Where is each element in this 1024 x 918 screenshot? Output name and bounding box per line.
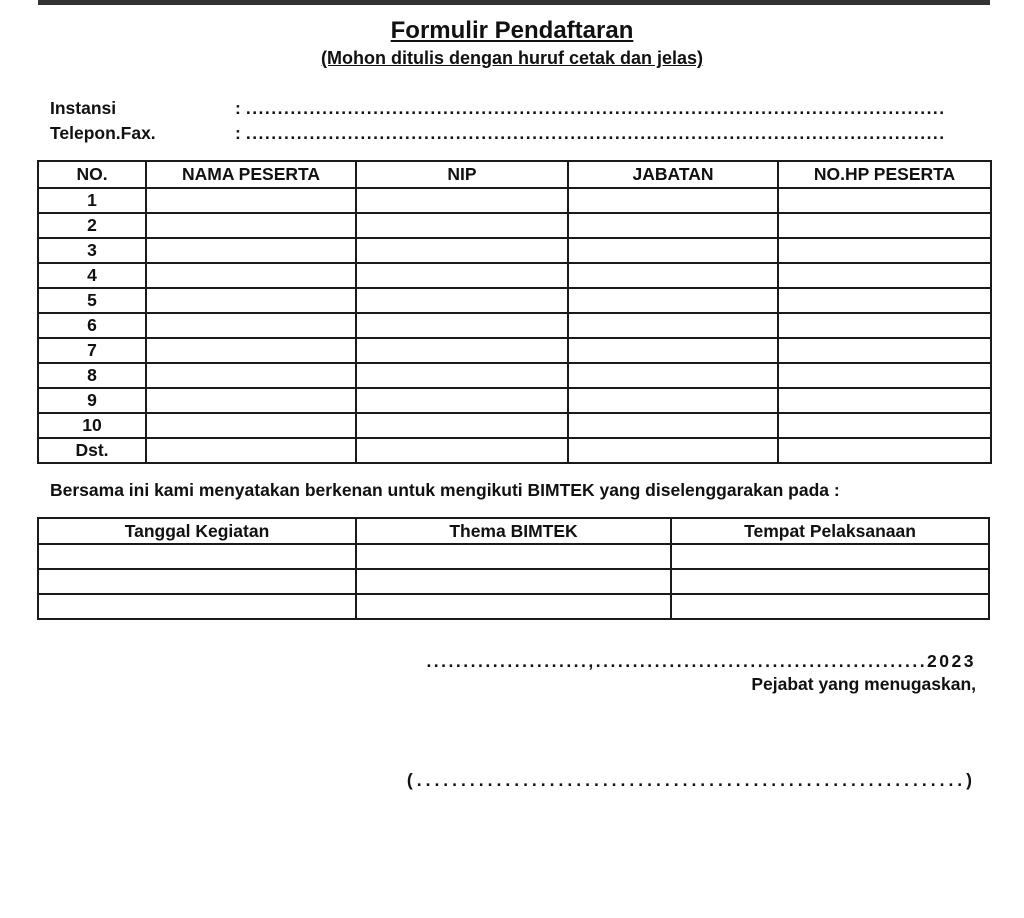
schedule-cell-empty: [671, 544, 989, 569]
participant-cell-empty: [568, 388, 778, 413]
participant-row: [38, 363, 991, 388]
top-border-line: [38, 0, 990, 5]
header-no: NO.: [38, 161, 146, 188]
schedule-cell-empty: [38, 569, 356, 594]
participant-cell-empty: [356, 413, 568, 438]
participant-cell-empty: [568, 438, 778, 463]
participant-cell-empty: [778, 313, 991, 338]
header-nama-peserta: NAMA PESERTA: [146, 161, 356, 188]
participant-row: [38, 238, 991, 263]
signature-line: (..............................................................): [406, 770, 976, 790]
row-number: 6: [38, 313, 146, 338]
participant-cell-empty: [568, 213, 778, 238]
schedule-header-row: [38, 518, 989, 544]
participant-cell-empty: [356, 363, 568, 388]
participant-cell-empty: [778, 213, 991, 238]
row-number: 8: [38, 363, 146, 388]
row-number: 9: [38, 388, 146, 413]
official-title: Pejabat yang menugaskan,: [751, 674, 976, 694]
instansi-colon: :: [235, 98, 241, 118]
participant-cell-empty: [146, 388, 356, 413]
telepon-fax-row: [50, 121, 965, 146]
row-number: 7: [38, 338, 146, 363]
participant-cell-empty: [356, 188, 568, 213]
participant-cell-empty: [568, 288, 778, 313]
participant-row: [38, 338, 991, 363]
participant-cell-empty: [778, 188, 991, 213]
telepon-fax-colon: :: [235, 123, 241, 143]
participant-cell-empty: [356, 313, 568, 338]
form-title: Formulir Pendaftaran: [390, 17, 634, 44]
date-place-line: ......................,.............................................2023: [426, 651, 976, 671]
participant-cell-empty: [146, 188, 356, 213]
participant-cell-empty: [356, 288, 568, 313]
participant-cell-empty: [778, 238, 991, 263]
participant-row: [38, 188, 991, 213]
header-tanggal-kegiatan: Tanggal Kegiatan: [38, 518, 356, 544]
participant-cell-empty: [356, 263, 568, 288]
participant-cell-empty: [778, 338, 991, 363]
participant-cell-empty: [146, 438, 356, 463]
participants-header-row: [38, 161, 991, 188]
participant-cell-empty: [778, 438, 991, 463]
participant-cell-empty: [778, 388, 991, 413]
row-number: Dst.: [38, 438, 146, 463]
participant-cell-empty: [778, 413, 991, 438]
telepon-fax-fill-line: ..............................................................................................................: [245, 123, 946, 143]
participant-row: [38, 413, 991, 438]
header-thema-bimtek: Thema BIMTEK: [356, 518, 671, 544]
telepon-fax-label: Telepon.Fax.: [50, 123, 156, 143]
schedule-cell-empty: [38, 594, 356, 619]
participant-cell-empty: [778, 263, 991, 288]
info-block: [50, 96, 965, 146]
participant-cell-empty: [146, 313, 356, 338]
participants-table: [37, 160, 992, 464]
participant-row: [38, 263, 991, 288]
participant-row: [38, 213, 991, 238]
row-number: 5: [38, 288, 146, 313]
schedule-cell-empty: [356, 569, 671, 594]
row-number: 1: [38, 188, 146, 213]
row-number: 2: [38, 213, 146, 238]
schedule-table: [37, 517, 990, 620]
instansi-fill-line: ..............................................................................................................: [245, 98, 946, 118]
participant-cell-empty: [778, 288, 991, 313]
participant-cell-empty: [146, 338, 356, 363]
row-number: 4: [38, 263, 146, 288]
schedule-row: [38, 569, 989, 594]
header-tempat-pelaksanaan: Tempat Pelaksanaan: [671, 518, 989, 544]
form-subtitle: (Mohon ditulis dengan huruf cetak dan jelas): [320, 48, 704, 68]
instansi-row: [50, 96, 965, 121]
participant-cell-empty: [356, 213, 568, 238]
schedule-cell-empty: [356, 594, 671, 619]
participant-cell-empty: [356, 238, 568, 263]
participant-cell-empty: [146, 238, 356, 263]
closing-block: [0, 650, 976, 696]
schedule-row: [38, 544, 989, 569]
participant-cell-empty: [568, 338, 778, 363]
participant-row: [38, 313, 991, 338]
statement-text: Bersama ini kami menyatakan berkenan untuk mengikuti BIMTEK yang diselenggarakan pada :: [50, 480, 840, 500]
participant-cell-empty: [146, 263, 356, 288]
participant-cell-empty: [146, 288, 356, 313]
header-no-hp-peserta: NO.HP PESERTA: [778, 161, 991, 188]
participant-cell-empty: [568, 363, 778, 388]
participant-row: [38, 288, 991, 313]
participant-cell-empty: [356, 338, 568, 363]
participant-cell-empty: [568, 263, 778, 288]
participant-cell-empty: [356, 438, 568, 463]
header-nip: NIP: [356, 161, 568, 188]
schedule-cell-empty: [356, 544, 671, 569]
schedule-cell-empty: [38, 544, 356, 569]
instansi-label: Instansi: [50, 98, 117, 118]
participant-cell-empty: [146, 363, 356, 388]
participant-cell-empty: [778, 363, 991, 388]
participant-cell-empty: [568, 313, 778, 338]
schedule-cell-empty: [671, 594, 989, 619]
participant-cell-empty: [146, 413, 356, 438]
schedule-row: [38, 594, 989, 619]
participant-cell-empty: [356, 388, 568, 413]
header-jabatan: JABATAN: [568, 161, 778, 188]
participant-cell-empty: [568, 413, 778, 438]
participant-row: [38, 388, 991, 413]
participant-cell-empty: [568, 188, 778, 213]
row-number: 10: [38, 413, 146, 438]
participant-cell-empty: [568, 238, 778, 263]
schedule-cell-empty: [671, 569, 989, 594]
participant-cell-empty: [146, 213, 356, 238]
row-number: 3: [38, 238, 146, 263]
participant-row: [38, 438, 991, 463]
